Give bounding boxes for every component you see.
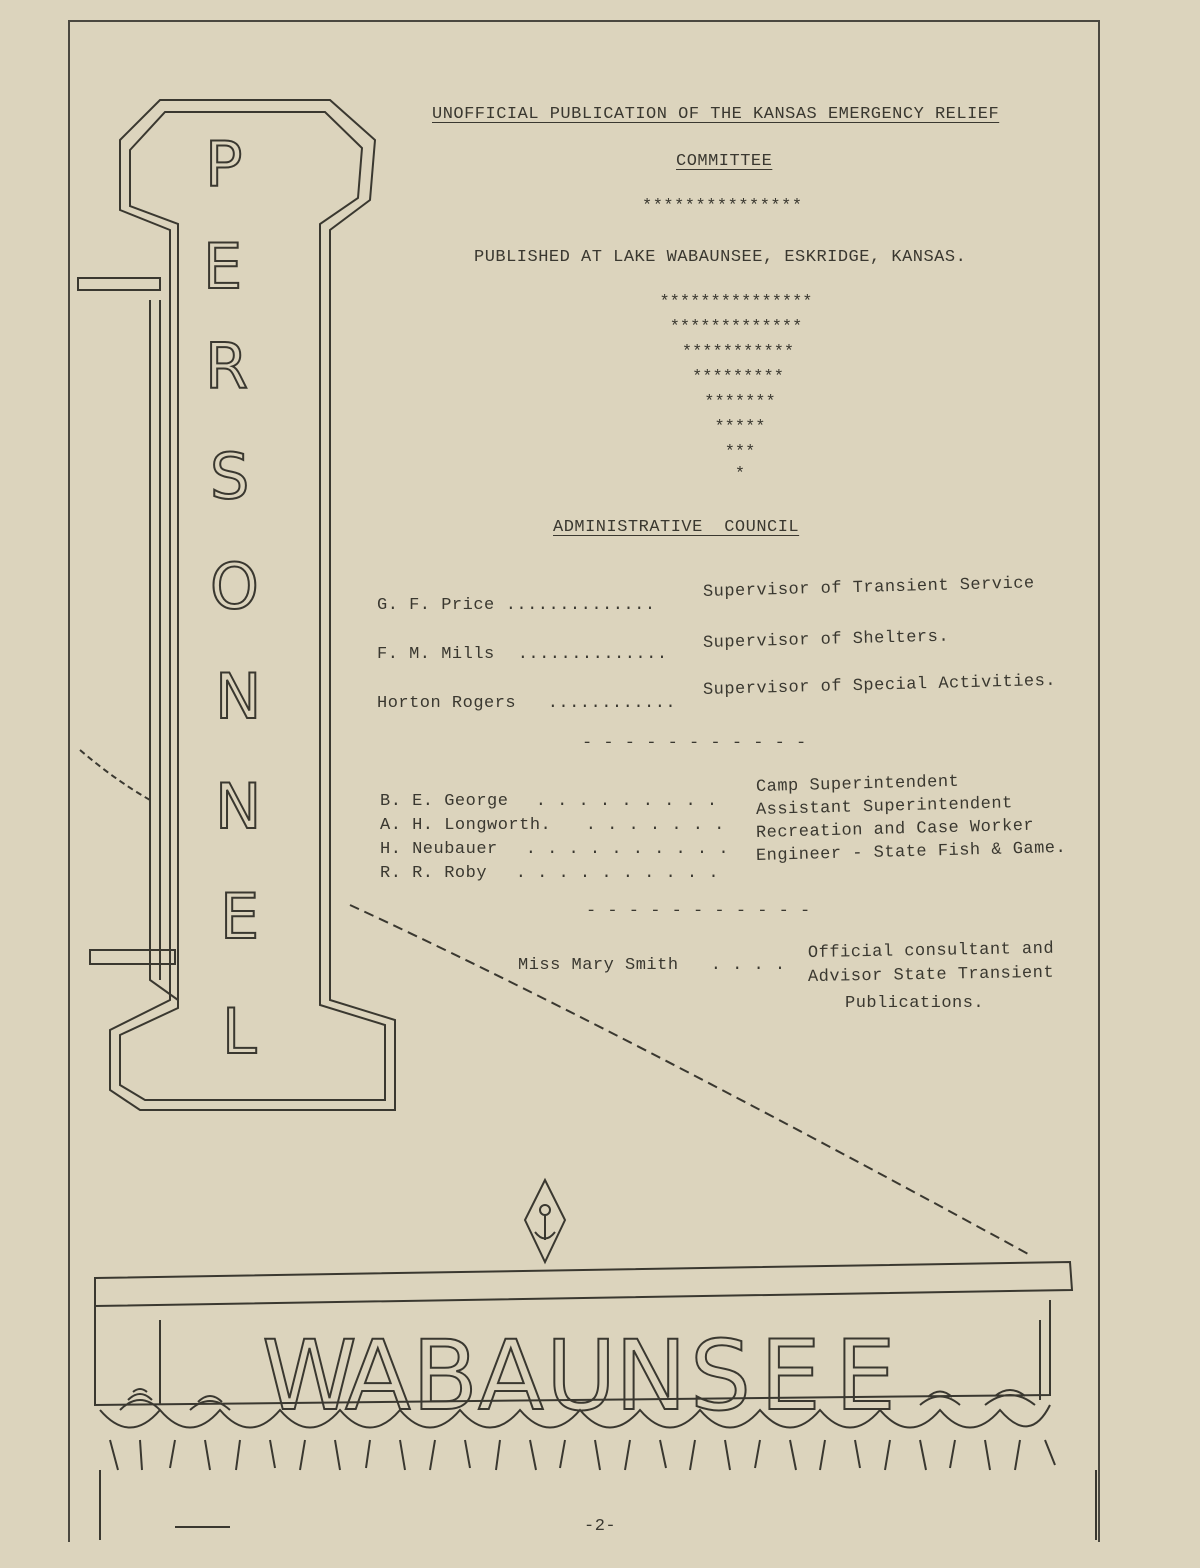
staff-title: Assistant Superintendent <box>755 794 1014 820</box>
marquee-letter-w: W <box>262 1320 357 1432</box>
sign-letter-s: S <box>210 440 250 513</box>
star-row: ******* <box>704 393 776 412</box>
leader-dots: . . . . . . . . . . <box>505 864 720 883</box>
sign-letter-l: L <box>222 995 258 1068</box>
marquee-letter-n: N <box>615 1320 687 1432</box>
leader-dots: . . . . . . . . . <box>525 792 718 811</box>
consultant-title-line: Official consultant and <box>807 939 1055 963</box>
staff-name: B. E. George <box>380 792 509 811</box>
marquee-letter-e2: E <box>835 1320 896 1432</box>
staff-name: R. R. Roby <box>380 864 488 883</box>
marquee-letter-a1: A <box>345 1320 411 1432</box>
header-title-line-1: UNOFFICIAL PUBLICATION OF THE KANSAS EMERGENCY RELIEF <box>432 105 1000 124</box>
marquee-letter-s: S <box>690 1320 751 1432</box>
sign-letter-n1: N <box>215 660 262 733</box>
staff-title: Camp Superintendent <box>755 772 960 797</box>
sign-letter-r: R <box>205 330 249 403</box>
star-row: ********* <box>692 368 784 387</box>
star-row: *************** <box>659 293 813 312</box>
header-title-line-2: COMMITTEE <box>676 152 773 171</box>
page-number: -2- <box>584 1517 617 1536</box>
dash-divider: - - - - - - - - - - - <box>582 734 807 753</box>
marquee-letter-b: B <box>412 1320 478 1432</box>
staff-name: H. Neubauer <box>380 840 498 859</box>
staff-name: A. H. Longworth. <box>380 816 552 835</box>
sign-letter-e2: E <box>220 880 260 953</box>
sign-letter-e: E <box>203 230 243 303</box>
header-divider-stars: *************** <box>642 197 803 216</box>
star-row: * <box>734 465 746 484</box>
leader-dots: ............ <box>537 694 677 713</box>
staff-title: Engineer - State Fish & Game. <box>755 838 1067 866</box>
consultant-title-line: Publications. <box>845 994 985 1013</box>
council-heading: ADMINISTRATIVE COUNCIL <box>553 518 800 537</box>
supervisor-title: Supervisor of Shelters. <box>702 627 950 653</box>
star-row: ***** <box>714 418 766 437</box>
supervisor-title: Supervisor of Special Activities. <box>702 671 1057 700</box>
leader-dots: .............. <box>495 596 656 615</box>
marquee-letter-e1: E <box>760 1320 821 1432</box>
marquee-letter-a2: A <box>478 1320 544 1432</box>
supervisor-name: Horton Rogers <box>377 694 517 713</box>
consultant-name: Miss Mary Smith <box>518 956 679 975</box>
supervisor-title: Supervisor of Transient Service <box>702 574 1035 602</box>
marquee-letter-u: U <box>546 1320 617 1432</box>
star-row: *** <box>724 443 756 462</box>
leader-dots: . . . . <box>700 956 786 975</box>
star-row: ************* <box>669 318 803 337</box>
staff-title: Recreation and Case Worker <box>755 816 1035 843</box>
sign-letter-p: P <box>205 128 243 201</box>
leader-dots: . . . . . . . <box>575 816 725 835</box>
dash-divider: - - - - - - - - - - - <box>586 902 811 921</box>
consultant-title-line: Advisor State Transient <box>807 963 1055 987</box>
leader-dots: .............. <box>507 645 668 664</box>
published-at-line: PUBLISHED AT LAKE WABAUNSEE, ESKRIDGE, KANSAS. <box>474 248 967 267</box>
sign-letter-n2: N <box>215 770 262 843</box>
marquee-top-line <box>95 1262 1072 1306</box>
leader-dots: . . . . . . . . . . <box>515 840 730 859</box>
sign-letter-o: O <box>210 550 260 623</box>
star-row: *********** <box>681 343 795 362</box>
supervisor-name: F. M. Mills <box>377 645 495 664</box>
supervisor-name: G. F. Price <box>377 596 495 615</box>
